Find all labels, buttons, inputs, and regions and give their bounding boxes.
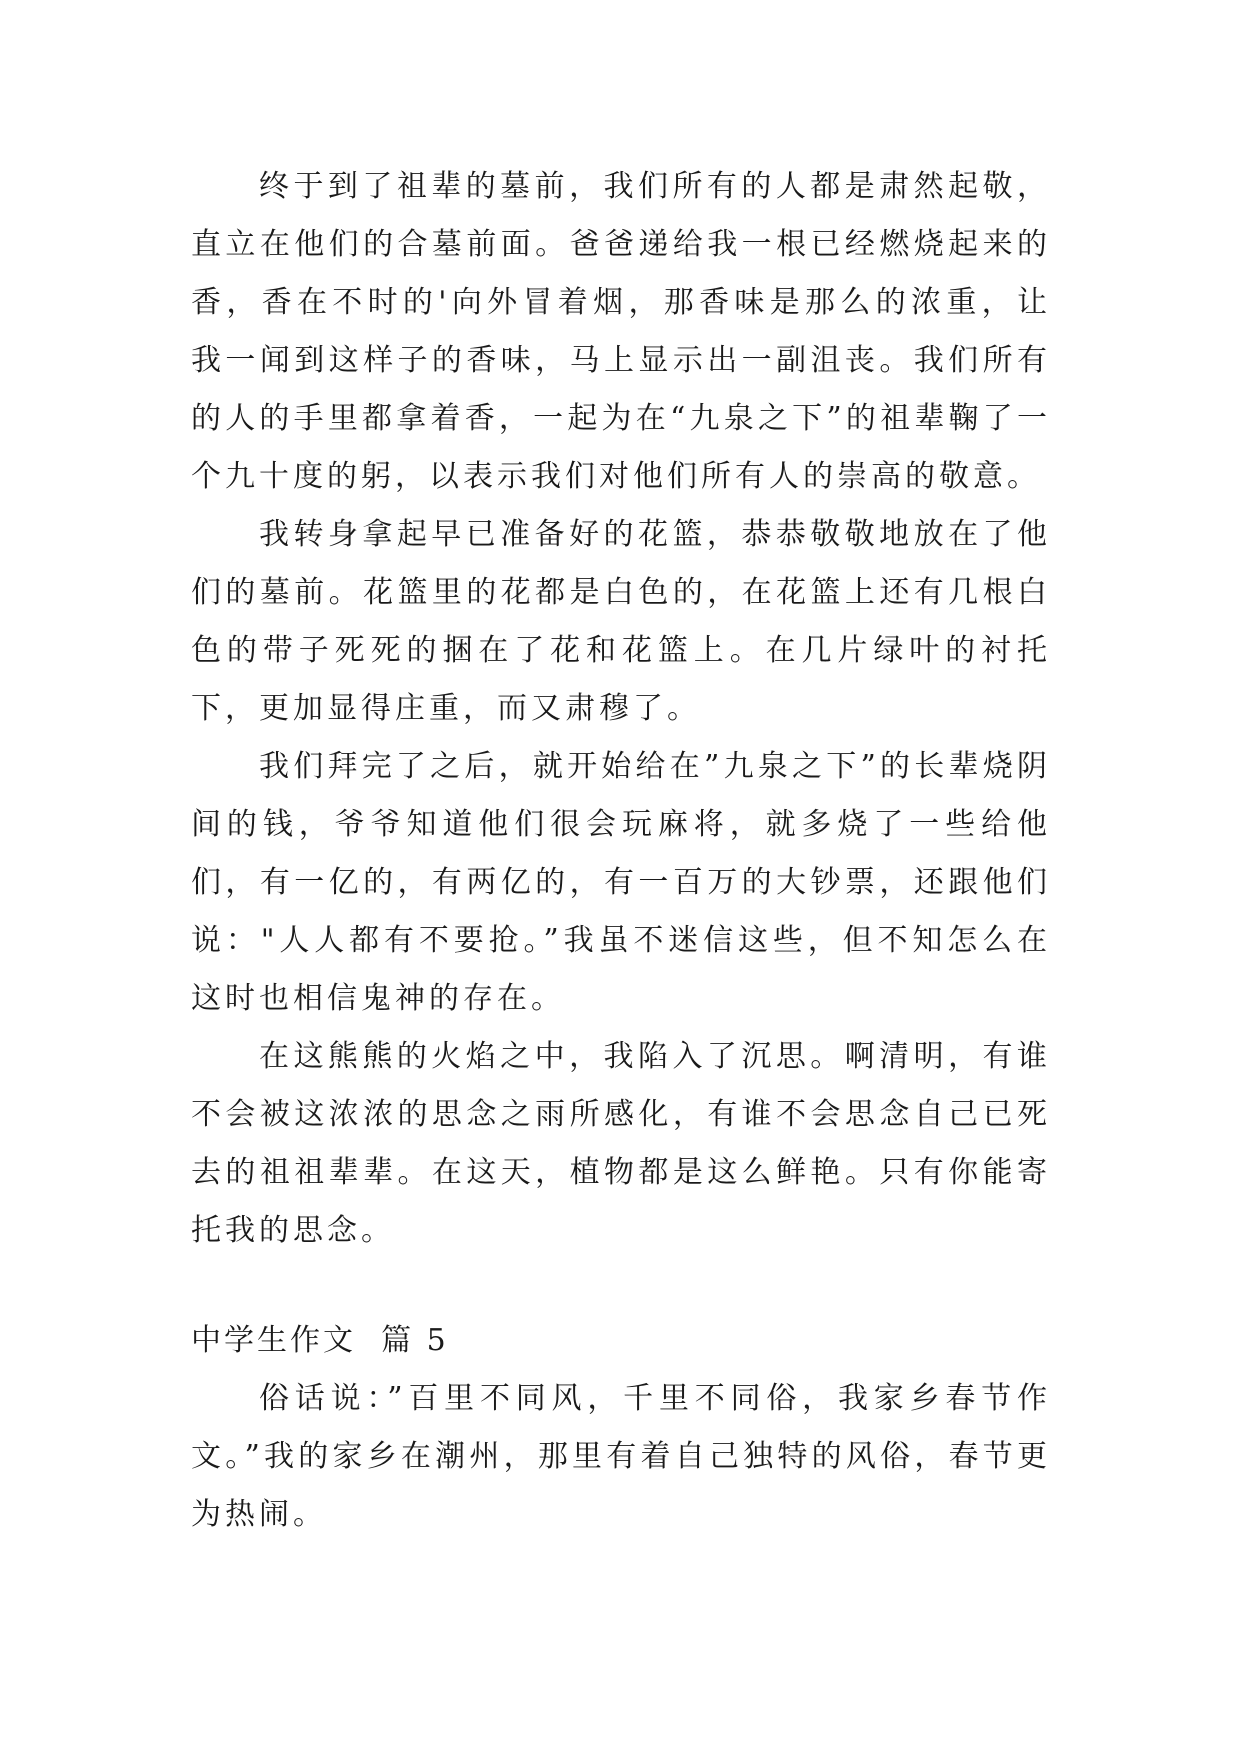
paragraph-4: 在这熊熊的火焰之中，我陷入了沉思。啊清明，有谁不会被这浓浓的思念之雨所感化，有谁不会思念自己已死去的祖祖辈辈。在这天，植物都是这么鲜艳。只有你能寄托我的思念。 (191, 1039, 1051, 1248)
document-body (191, 158, 1051, 1544)
paragraph-2: 我转身拿起早已准备好的花篮，恭恭敬敬地放在了他们的墓前。花篮里的花都是白色的，在花篮上还有几根白色的带子死死的捆在了花和花篮上。在几片绿叶的衬托下，更加显得庄重，而又肃穆了。 (191, 517, 1051, 726)
paragraph-5: 俗话说：”百里不同风，千里不同俗，我家乡春节作文。”我的家乡在潮州，那里有着自己独特的风俗，春节更为热闹。 (191, 1381, 1051, 1532)
paragraph-3: 我们拜完了之后，就开始给在”九泉之下”的长辈烧阴间的钱，爷爷知道他们很会玩麻将，就多烧了一些给他们，有一亿的，有两亿的，有一百万的大钞票，还跟他们说："人人都有不要抢。”我虽不迷信这些，但不知怎么在这时也相信鬼神的存在。 (191, 749, 1051, 1016)
section-heading: 中学生作文 篇 5 (191, 1323, 449, 1358)
paragraph-1: 终于到了祖辈的墓前，我们所有的人都是肃然起敬，直立在他们的合墓前面。爸爸递给我一根已经燃烧起来的香，香在不时的'向外冒着烟，那香味是那么的浓重，让我一闻到这样子的香味，马上显示出一副沮丧。我们所有的人的手里都拿着香，一起为在“九泉之下”的祖辈鞠了一个九十度的躬，以表示我们对他们所有人的崇高的敬意。 (191, 169, 1051, 494)
